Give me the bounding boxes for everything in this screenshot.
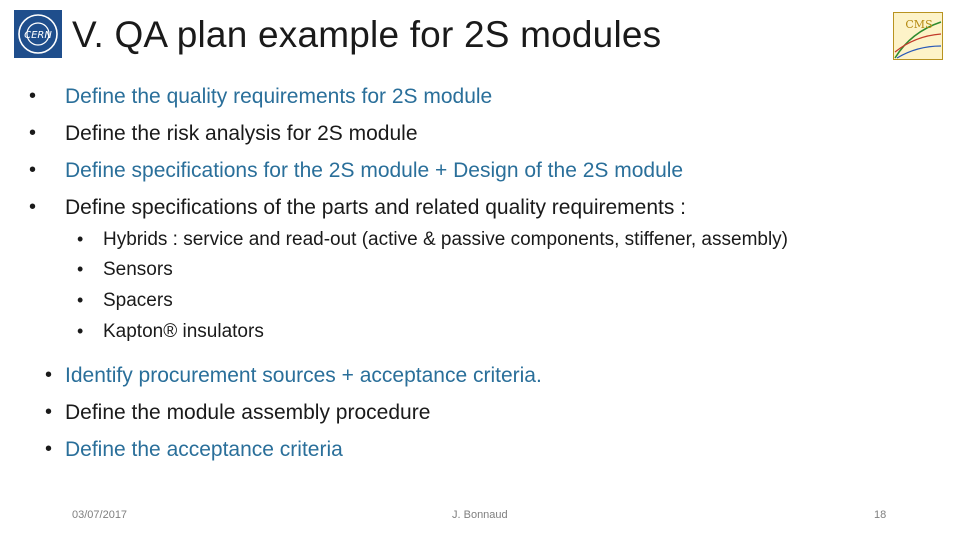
bullet-icon: • (77, 229, 84, 249)
bullet-icon: • (45, 364, 53, 386)
sub-bullet-text: Hybrids : service and read-out (active & passive components, stiffener, assembly) (103, 229, 789, 250)
list-item (29, 159, 684, 182)
bullet-icon: • (29, 85, 37, 107)
cern-logo-icon (14, 10, 62, 58)
sub-bullet-text: Kapton® insulators (103, 321, 264, 342)
footer-date: 03/07/2017 (72, 509, 128, 521)
svg-text:CERN: CERN (24, 30, 52, 41)
sub-list-item (77, 290, 173, 311)
bullet-icon: • (45, 438, 53, 460)
list-item (29, 196, 687, 219)
bullet-icon: • (77, 321, 84, 341)
page-title: V. QA plan example for 2S modules (72, 14, 662, 55)
list-item (45, 438, 343, 461)
list-item (29, 122, 418, 145)
footer-page-number: 18 (874, 509, 887, 521)
list-item (45, 364, 542, 387)
bullet-icon: • (29, 196, 37, 218)
bullet-icon: • (29, 159, 37, 181)
bullet-icon: • (77, 259, 84, 279)
bullet-text: Define specifications of the parts and related quality requirements : (65, 196, 687, 219)
sub-list-item (77, 229, 789, 250)
bullet-text: Identify procurement sources + acceptance criteria. (65, 364, 542, 387)
bullet-icon: • (29, 122, 37, 144)
bullet-text: Define the acceptance criteria (65, 438, 343, 461)
bullet-text: Define specifications for the 2S module + Design of the 2S module (65, 159, 684, 182)
bullet-icon: • (77, 290, 84, 310)
sub-bullet-text: Spacers (103, 290, 173, 311)
bullet-text: Define the module assembly procedure (65, 401, 431, 424)
sub-list-item (77, 259, 173, 280)
footer-author: J. Bonnaud (452, 509, 508, 521)
bullet-icon: • (45, 401, 53, 423)
sub-bullet-text: Sensors (103, 259, 173, 280)
sub-list-item (77, 321, 264, 342)
bullet-text: Define the risk analysis for 2S module (65, 122, 418, 145)
cms-logo-icon (893, 12, 943, 60)
bullet-text: Define the quality requirements for 2S module (65, 85, 493, 108)
list-item (29, 85, 493, 108)
list-item (45, 401, 431, 424)
svg-text:CMS: CMS (905, 18, 933, 31)
